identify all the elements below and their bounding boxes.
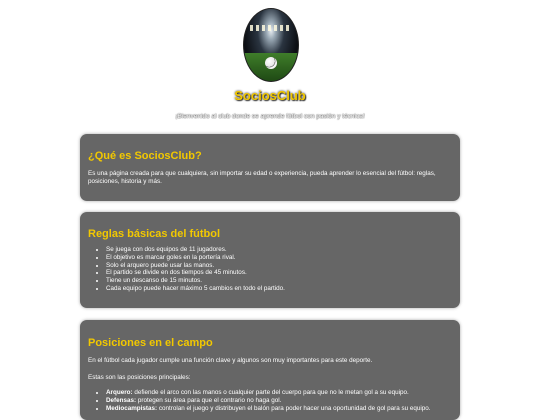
list-item: • Se juega con dos equipos de 11 jugadores. <box>106 246 452 254</box>
position-name: Mediocampistas: <box>106 404 158 412</box>
list-item: • Cada equipo puede hacer máximo 5 cambios en todo el partido. <box>106 285 452 293</box>
section-title: ¿Qué es SociosClub? <box>88 150 202 162</box>
position-name: Defensas: <box>106 396 137 404</box>
position-name: Arquero: <box>106 389 133 396</box>
list-item: • Solo el arquero puede usar las manos. <box>106 262 452 270</box>
section-paragraph: Es una página creada para que cualquiera, sin importar su edad o experiencia, pueda aprender lo esencial del fútbol: reglas, posiciones, historia y más. <box>88 170 436 185</box>
list-item <box>106 397 452 405</box>
list-item <box>106 389 452 397</box>
section-title: Reglas básicas del fútbol <box>88 228 221 240</box>
positions-list <box>88 389 452 412</box>
position-desc: defiende el arco con las manos o cualquier parte del cuerpo para que no le metan gol a su equipo. <box>134 389 409 396</box>
section-paragraph: En el fútbol cada jugador cumple una función clave y algunos son muy importantes para este deporte. <box>88 357 373 364</box>
section-title: Posiciones en el campo <box>88 337 213 349</box>
list-item: • El partido se divide en dos tiempos de 45 minutos. <box>106 269 452 277</box>
soccer-ball-icon <box>265 57 277 69</box>
site-title: SociosClub <box>234 88 306 103</box>
rules-list <box>88 246 452 293</box>
list-item: • El objetivo es marcar goles en la portería rival. <box>106 254 452 262</box>
list-item: • Tiene un descanso de 15 minutos. <box>106 277 452 285</box>
stadium-lights <box>250 25 292 31</box>
section-what-is <box>80 134 460 201</box>
section-paragraph: Estas son las posiciones principales: <box>88 374 191 381</box>
section-basic-rules <box>80 212 460 308</box>
list-item <box>106 405 452 413</box>
position-desc: controlan el juego y distribuyen el balón para poder hacer una oportunidad de gol para su equipo. <box>158 404 431 412</box>
section-positions <box>80 320 460 420</box>
tagline: ¡Bienvenido al club donde se aprende fútbol con pasión y técnica! <box>175 113 365 120</box>
position-desc: protegen su área para que el contrario no haga gol. <box>137 396 282 404</box>
stadium-ball-logo <box>243 8 299 82</box>
